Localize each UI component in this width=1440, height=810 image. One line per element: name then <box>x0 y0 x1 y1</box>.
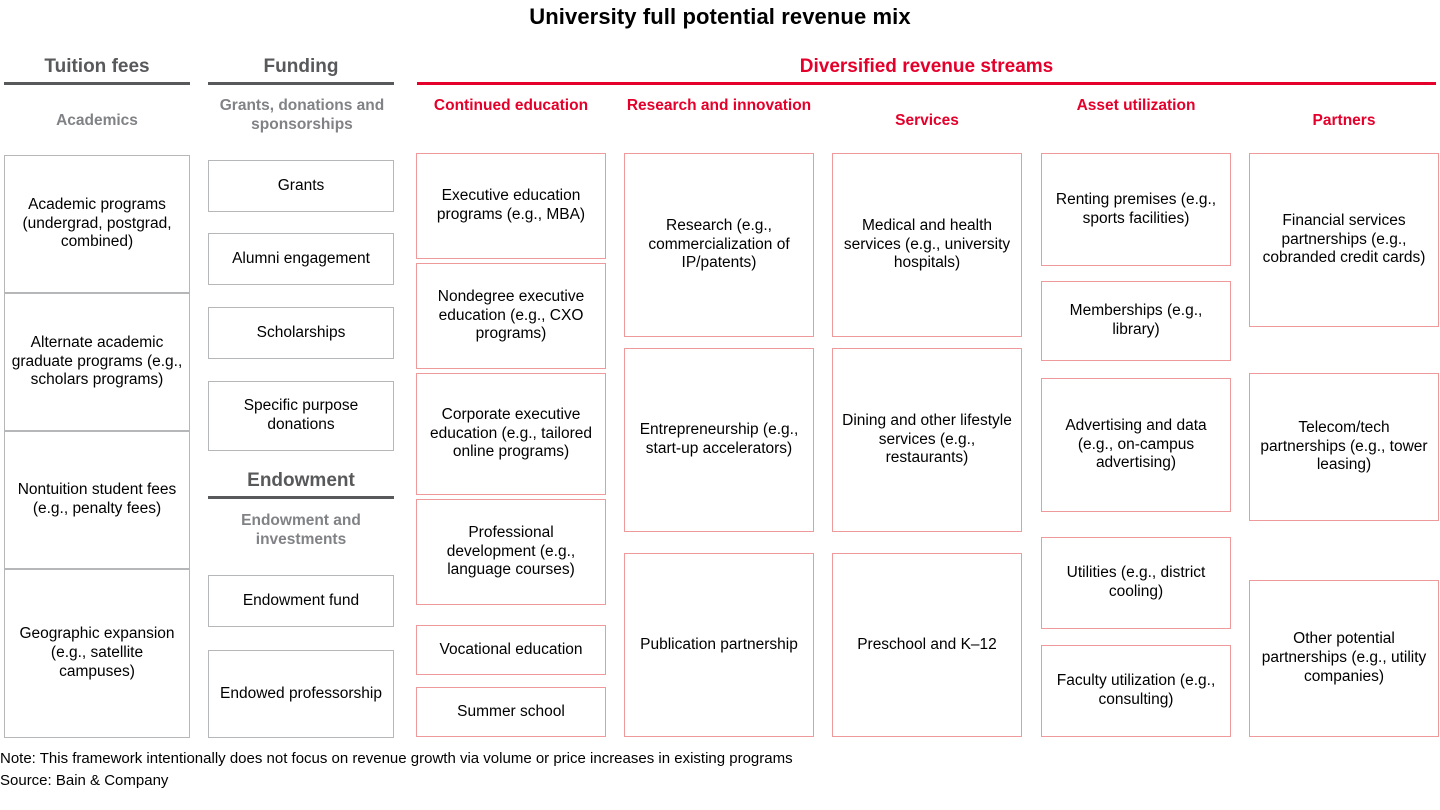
column-header-academics: Academics <box>56 112 138 129</box>
group-rule <box>208 496 394 499</box>
group-header-tuition-fees <box>4 56 190 85</box>
item-box[interactable]: Vocational education <box>416 625 606 675</box>
item-box[interactable]: Utilities (e.g., district cooling) <box>1041 537 1231 629</box>
item-box[interactable]: Other potential partnerships (e.g., utility companies) <box>1249 580 1439 737</box>
item-box[interactable]: Publication partnership <box>624 553 814 737</box>
item-box[interactable]: Medical and health services (e.g., university hospitals) <box>832 153 1022 337</box>
item-box[interactable]: Endowment fund <box>208 575 394 627</box>
item-box[interactable]: Renting premises (e.g., sports facilities) <box>1041 153 1231 266</box>
group-header-endowment-label: Endowment <box>247 470 355 491</box>
footnotes <box>0 748 1440 792</box>
group-header-diversified-label: Diversified revenue streams <box>799 56 1054 77</box>
item-box[interactable]: Advertising and data (e.g., on-campus advertising) <box>1041 378 1231 512</box>
item-box[interactable]: Scholarships <box>208 307 394 359</box>
column-header-research-and-innovation: Research and innovation <box>626 97 812 114</box>
item-box[interactable]: Nontuition student fees (e.g., penalty fees) <box>4 431 190 569</box>
item-box[interactable]: Memberships (e.g., library) <box>1041 281 1231 361</box>
item-box[interactable]: Corporate executive education (e.g., tailored online programs) <box>416 373 606 495</box>
group-header-funding <box>208 56 394 85</box>
note-text: Note: This framework intentionally does not focus on revenue growth via volume or price increases in existing programs <box>0 750 793 767</box>
column-header-endowment-investments: Endowment and investments <box>241 512 361 549</box>
column-header-continued-education: Continued education <box>433 97 589 114</box>
page-title: University full potential revenue mix <box>529 4 911 29</box>
item-box[interactable]: Entrepreneurship (e.g., start-up accelerators) <box>624 348 814 532</box>
group-header-tuition-fees-label: Tuition fees <box>44 56 150 77</box>
group-header-endowment <box>208 470 394 499</box>
column-header-asset-utilization: Asset utilization <box>1076 97 1196 114</box>
group-header-diversified-revenue-streams <box>417 56 1436 85</box>
item-box[interactable]: Geographic expansion (e.g., satellite campuses) <box>4 569 190 738</box>
item-box[interactable]: Faculty utilization (e.g., consulting) <box>1041 645 1231 737</box>
group-rule <box>208 82 394 85</box>
item-box[interactable]: Grants <box>208 160 394 212</box>
item-box[interactable]: Preschool and K–12 <box>832 553 1022 737</box>
item-box[interactable]: Specific purpose donations <box>208 381 394 451</box>
item-box[interactable]: Endowed professorship <box>208 650 394 738</box>
item-box[interactable]: Financial services partnerships (e.g., cobranded credit cards) <box>1249 153 1439 327</box>
item-box[interactable]: Professional development (e.g., language courses) <box>416 499 606 605</box>
group-rule <box>417 82 1436 85</box>
group-rule <box>4 82 190 85</box>
item-box[interactable]: Nondegree executive education (e.g., CXO programs) <box>416 263 606 369</box>
item-box[interactable]: Summer school <box>416 687 606 737</box>
item-box[interactable]: Alternate academic graduate programs (e.g., scholars programs) <box>4 293 190 431</box>
source-text: Source: Bain & Company <box>0 771 169 789</box>
item-box[interactable]: Research (e.g., commercialization of IP/patents) <box>624 153 814 337</box>
item-box[interactable]: Alumni engagement <box>208 233 394 285</box>
group-header-funding-label: Funding <box>263 56 339 77</box>
column-header-grants-donations-sponsorships: Grants, donations and sponsorships <box>219 97 385 134</box>
item-box[interactable]: Dining and other lifestyle services (e.g., restaurants) <box>832 348 1022 532</box>
item-box[interactable]: Executive education programs (e.g., MBA) <box>416 153 606 259</box>
item-box[interactable]: Academic programs (undergrad, postgrad, combined) <box>4 155 190 293</box>
column-header-services: Services <box>895 112 959 129</box>
item-box[interactable]: Telecom/tech partnerships (e.g., tower leasing) <box>1249 373 1439 521</box>
column-header-partners: Partners <box>1312 112 1376 129</box>
